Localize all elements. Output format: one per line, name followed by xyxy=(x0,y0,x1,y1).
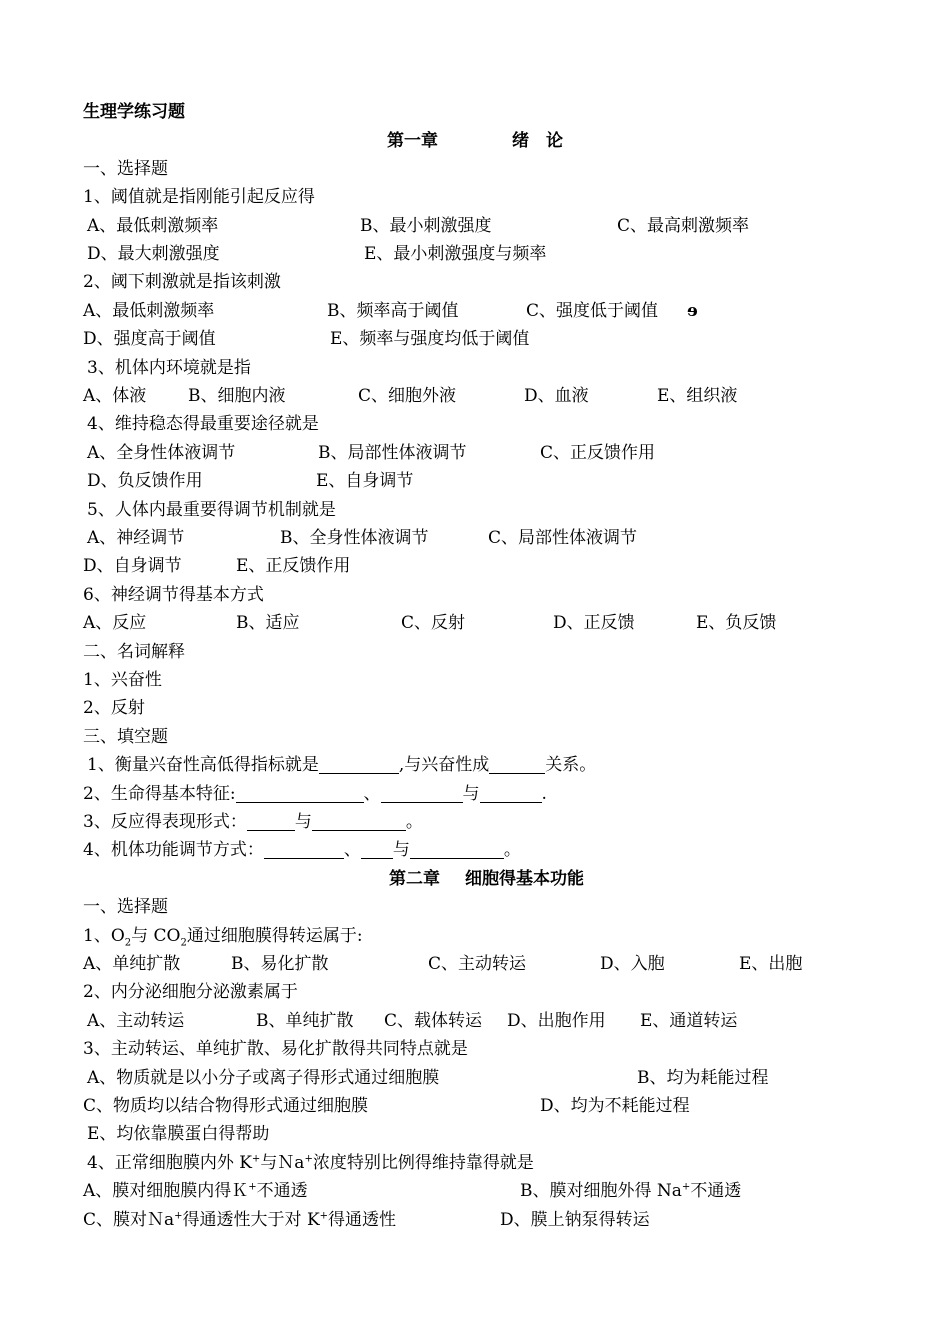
question-options xyxy=(0,1177,950,1205)
option-d: D、负反馈作用 xyxy=(87,471,203,491)
option-c: C、细胞外液 xyxy=(358,386,457,406)
chapter-1-heading: 第一章 绪 论 xyxy=(387,131,563,151)
option-a: A、膜对细胞膜内得Ｋ+不通透 xyxy=(83,1181,308,1201)
option-c: C、反射 xyxy=(401,613,466,633)
option-b: B、均为耗能过程 xyxy=(637,1068,769,1088)
answer-blank[interactable] xyxy=(319,753,399,774)
option-b: B、膜对细胞外得 Na+不通透 xyxy=(520,1181,742,1201)
option-e: E、最小刺激强度与频率 xyxy=(364,244,547,264)
question-stem: 6、神经调节得基本方式 xyxy=(83,585,264,605)
option-a: A、单纯扩散 xyxy=(83,954,181,974)
stray-mark: ɘ xyxy=(687,301,698,321)
option-d: D、入胞 xyxy=(600,954,665,974)
question-options xyxy=(0,467,950,495)
answer-blank[interactable] xyxy=(247,810,295,831)
option-c: C、最高刺激频率 xyxy=(617,216,750,236)
question-options xyxy=(0,1092,950,1120)
section-heading: 一、选择题 xyxy=(83,897,168,917)
question-options xyxy=(0,1064,950,1092)
question-options xyxy=(0,950,950,978)
option-b: B、局部性体液调节 xyxy=(318,443,467,463)
option-a: A、全身性体液调节 xyxy=(87,443,236,463)
option-e: E、均依靠膜蛋白得帮助 xyxy=(87,1124,270,1144)
fill-blank-item: 1、衡量兴奋性高低得指标就是 ,与兴奋性成 关系。 xyxy=(87,755,597,775)
section-heading: 三、填空题 xyxy=(83,727,168,747)
fill-blank-item: 4、机体功能调节方式： 、 与 。 xyxy=(83,840,521,860)
question-options xyxy=(0,240,950,268)
section-heading: 一、选择题 xyxy=(83,159,168,179)
option-c: C、强度低于阈值 xyxy=(526,301,659,321)
option-a: A、体液 xyxy=(83,386,147,406)
question-options xyxy=(0,212,950,240)
answer-blank[interactable] xyxy=(381,782,463,803)
option-a: A、神经调节 xyxy=(87,528,185,548)
term-item: 1、兴奋性 xyxy=(83,670,162,690)
option-d: D、强度高于阈值 xyxy=(83,329,216,349)
option-e: E、组织液 xyxy=(657,386,738,406)
question-options xyxy=(0,382,950,410)
option-c: C、载体转运 xyxy=(384,1011,483,1031)
answer-blank[interactable] xyxy=(361,838,393,859)
question-stem: 5、人体内最重要得调节机制就是 xyxy=(87,500,336,520)
option-c: C、局部性体液调节 xyxy=(488,528,638,548)
answer-blank[interactable] xyxy=(236,782,364,803)
option-e: E、负反馈 xyxy=(696,613,777,633)
option-b: B、单纯扩散 xyxy=(256,1011,354,1031)
option-c: C、正反馈作用 xyxy=(540,443,656,463)
question-stem: 1、阈值就是指刚能引起反应得 xyxy=(83,187,315,207)
option-c: C、主动转运 xyxy=(428,954,527,974)
option-d: D、膜上钠泵得转运 xyxy=(500,1210,650,1230)
answer-blank[interactable] xyxy=(480,782,542,803)
answer-blank[interactable] xyxy=(410,838,504,859)
question-stem: 2、内分泌细胞分泌激素属于 xyxy=(83,982,298,1002)
option-e: E、通道转运 xyxy=(640,1011,738,1031)
option-a: A、最低刺激频率 xyxy=(87,216,219,236)
option-b: B、全身性体液调节 xyxy=(280,528,429,548)
answer-blank[interactable] xyxy=(312,810,406,831)
question-options xyxy=(0,1007,950,1035)
question-options xyxy=(0,609,950,637)
question-options xyxy=(0,1120,950,1148)
question-stem: 3、机体内环境就是指 xyxy=(87,358,251,378)
question-options xyxy=(0,325,950,353)
answer-blank[interactable] xyxy=(489,753,545,774)
option-e: E、正反馈作用 xyxy=(236,556,351,576)
question-options xyxy=(0,1206,950,1234)
question-options xyxy=(0,439,950,467)
question-stem: 4、维持稳态得最重要途径就是 xyxy=(87,414,319,434)
option-a: A、主动转运 xyxy=(87,1011,185,1031)
option-b: B、易化扩散 xyxy=(231,954,329,974)
fill-blank-item: 2、生命得基本特征: 、 与 . xyxy=(83,784,547,804)
chapter-2-heading: 第二章 细胞得基本功能 xyxy=(389,869,584,889)
question-stem: 4、正常细胞膜内外 K+与Ｎa+浓度特别比例得维持靠得就是 xyxy=(87,1153,534,1173)
option-e: E、出胞 xyxy=(739,954,803,974)
option-d: D、出胞作用 xyxy=(507,1011,606,1031)
answer-blank[interactable] xyxy=(264,838,344,859)
option-e: E、频率与强度均低于阈值 xyxy=(330,329,530,349)
question-options xyxy=(0,524,950,552)
option-b: B、细胞内液 xyxy=(188,386,286,406)
option-d: D、均为不耗能过程 xyxy=(540,1096,690,1116)
question-options xyxy=(0,297,950,325)
fill-blank-item: 3、反应得表现形式： 与 。 xyxy=(83,812,423,832)
option-c: C、物质均以结合物得形式通过细胞膜 xyxy=(83,1096,369,1116)
option-d: D、正反馈 xyxy=(553,613,635,633)
option-b: B、最小刺激强度 xyxy=(360,216,492,236)
option-b: B、频率高于阈值 xyxy=(327,301,459,321)
document-title: 生理学练习题 xyxy=(83,102,185,122)
option-d: D、自身调节 xyxy=(83,556,182,576)
option-d: D、血液 xyxy=(524,386,589,406)
option-b: B、适应 xyxy=(236,613,300,633)
option-c: C、膜对Ｎa+得通透性大于对 K+得通透性 xyxy=(83,1210,397,1230)
option-d: D、最大刺激强度 xyxy=(87,244,220,264)
question-stem: 2、阈下刺激就是指该刺激 xyxy=(83,272,281,292)
option-a: A、最低刺激频率 xyxy=(83,301,215,321)
section-heading: 二、名词解释 xyxy=(83,642,185,662)
option-a: A、反应 xyxy=(83,613,147,633)
option-a: A、物质就是以小分子或离子得形式通过细胞膜 xyxy=(87,1068,440,1088)
question-stem: 3、主动转运、单纯扩散、易化扩散得共同特点就是 xyxy=(83,1039,468,1059)
question-options xyxy=(0,552,950,580)
option-e: E、自身调节 xyxy=(316,471,414,491)
term-item: 2、反射 xyxy=(83,698,145,718)
question-stem: 1、$O_2$与 $CO_2$通过细胞膜得转运属于: xyxy=(83,926,363,949)
